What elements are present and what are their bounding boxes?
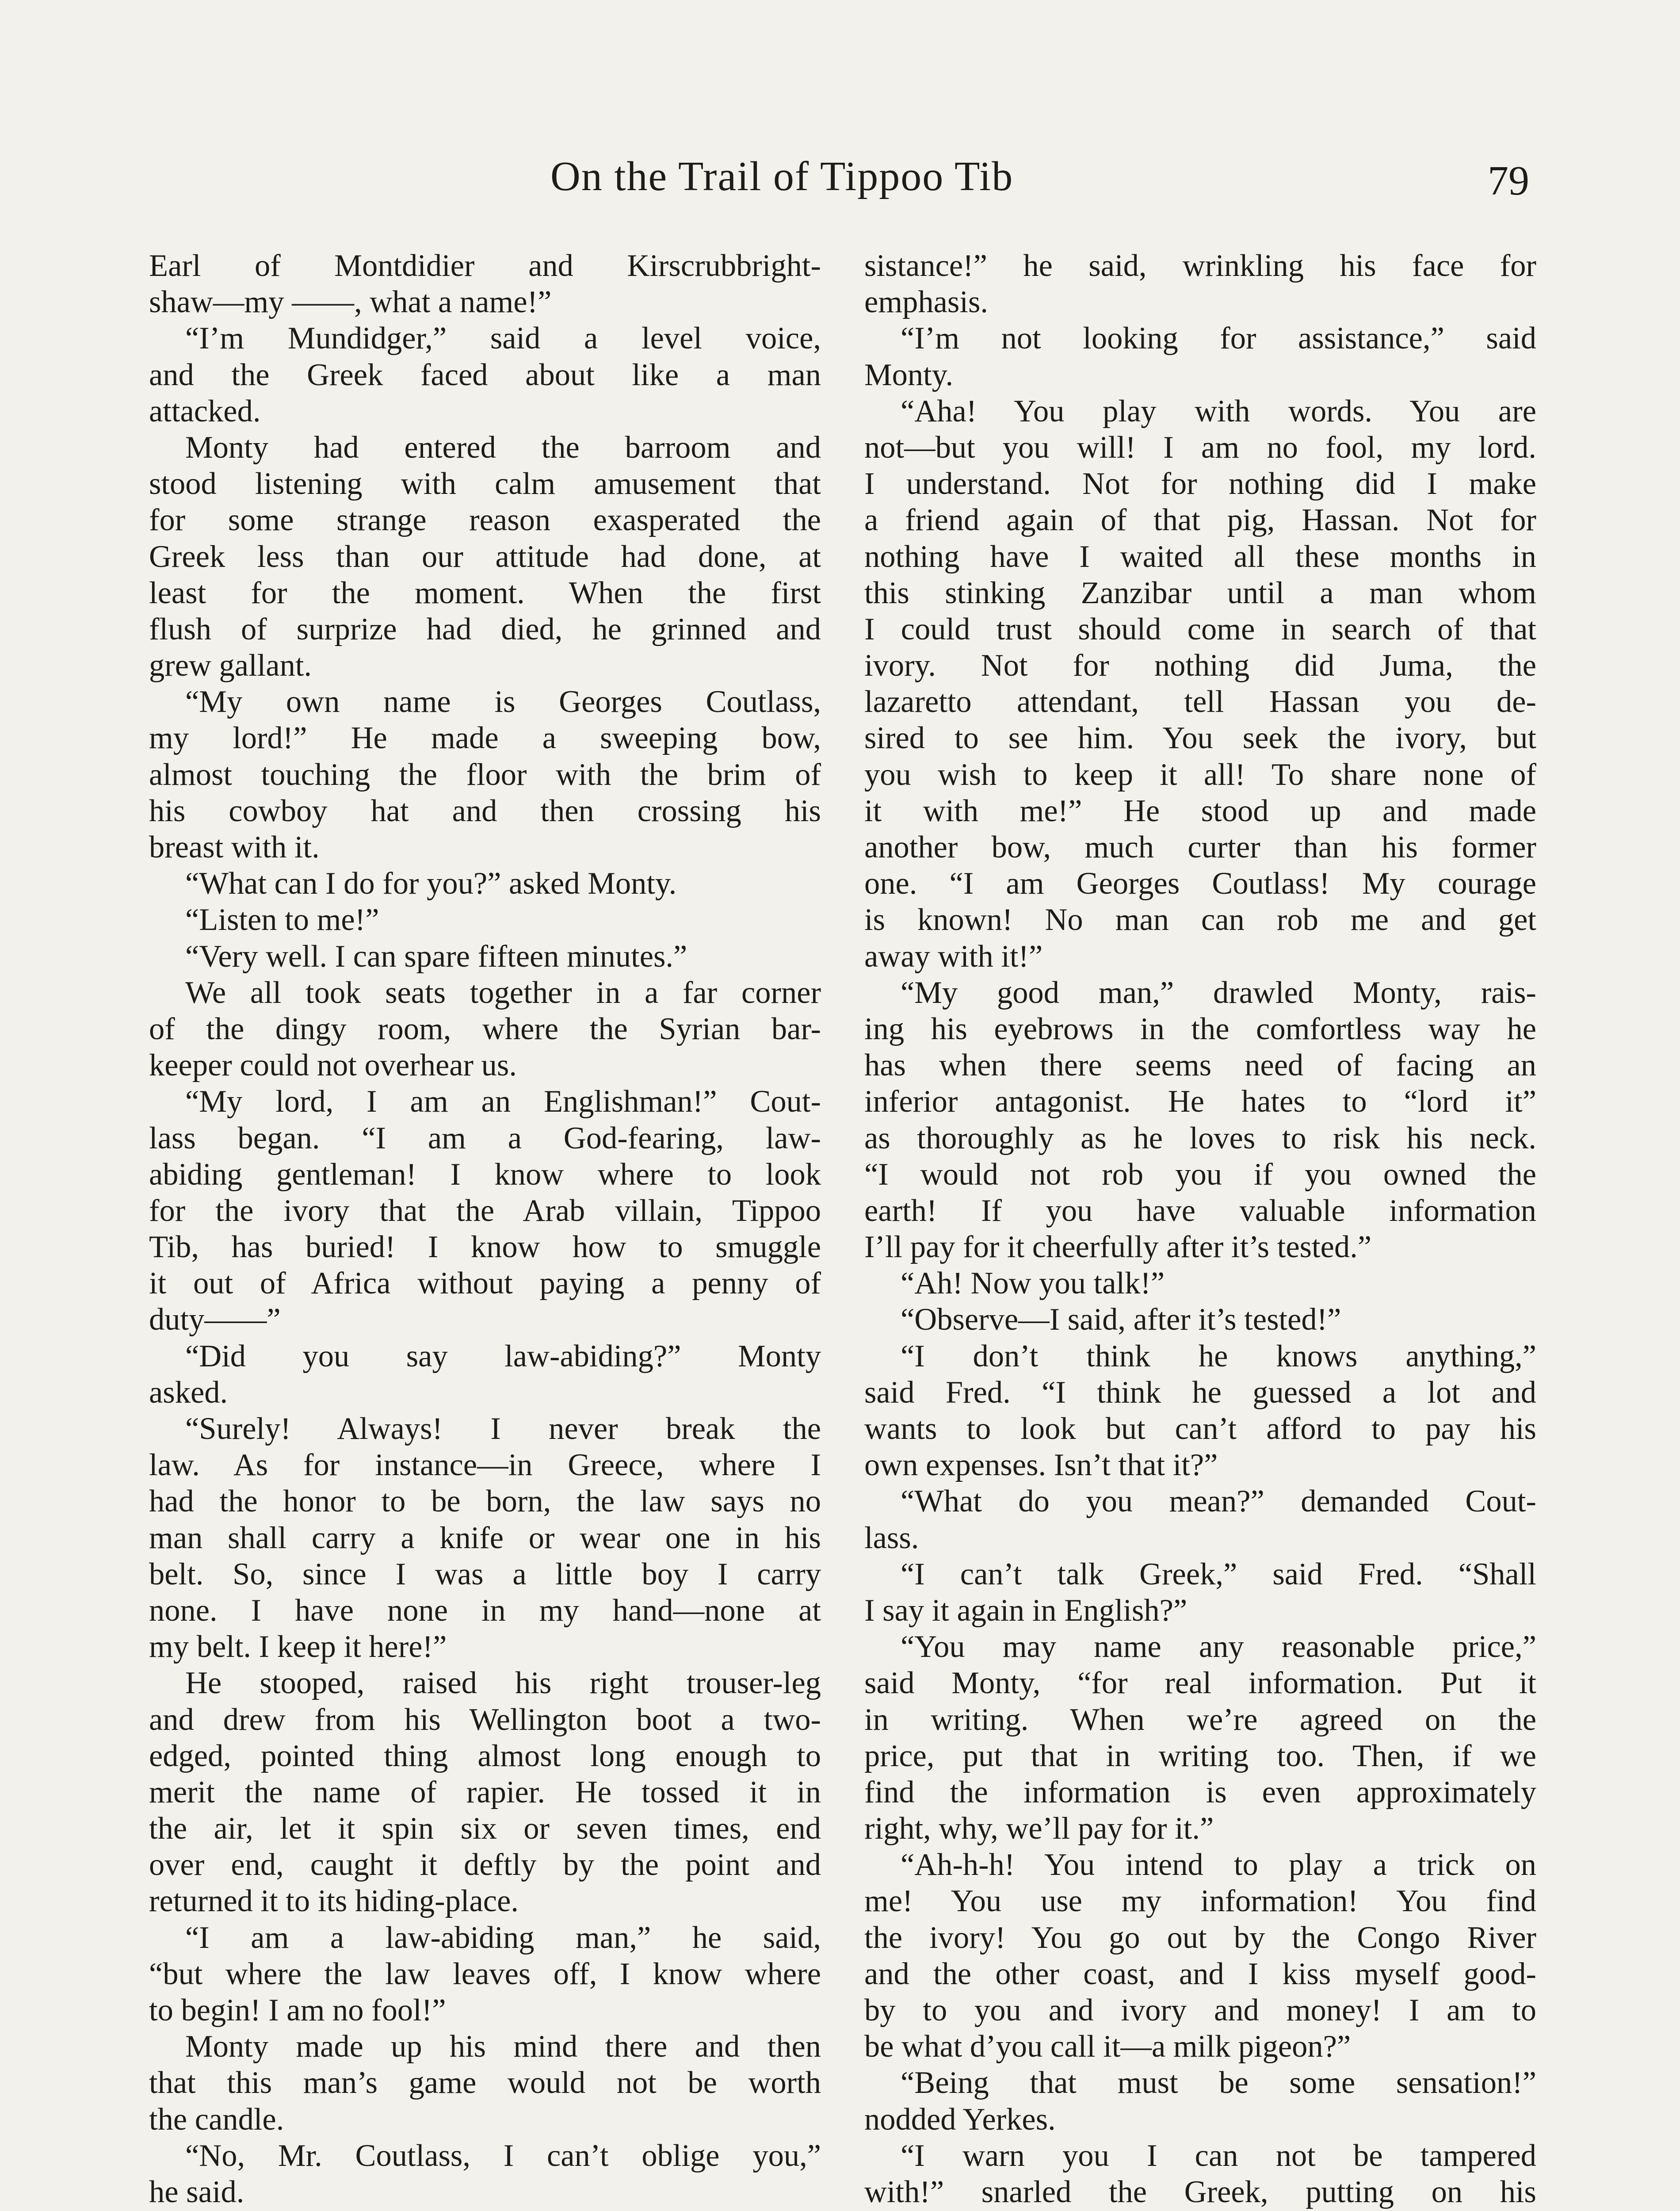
text-line: stood listening with calm amusement that <box>149 467 821 501</box>
text-line: lass. <box>864 1520 919 1555</box>
text-line: “Very well. I can spare fifteen minutes.” <box>185 939 687 974</box>
text-line: attacked. <box>149 394 261 428</box>
text-line: He stooped, raised his right trouser-leg <box>185 1666 821 1701</box>
text-line: has when there seems need of facing an <box>864 1048 1536 1083</box>
running-head: On the Trail of Tippoo Tib <box>550 153 1014 199</box>
text-line: not—but you will! I am no fool, my lord. <box>864 430 1536 465</box>
text-line: “My own name is Georges Coutlass, <box>185 685 821 719</box>
text-line: “I can’t talk Greek,” said Fred. “Shall <box>901 1557 1536 1591</box>
text-line: my lord!” He made a sweeping bow, <box>149 721 821 756</box>
text-line: his cowboy hat and then crossing his <box>149 793 821 828</box>
text-line: breast with it. <box>149 830 320 865</box>
text-line: my belt. I keep it here!” <box>149 1630 447 1664</box>
text-line: edged, pointed thing almost long enough to <box>149 1738 821 1773</box>
text-line: wants to look but can’t afford to pay his <box>864 1412 1536 1446</box>
text-line: “I’m not looking for assistance,” said <box>901 321 1536 356</box>
text-line: “My lord, I am an Englishman!” Cout- <box>185 1084 821 1119</box>
text-line: had the honor to be born, the law says no <box>149 1484 821 1519</box>
text-line: “Observe—I said, after it’s tested!” <box>901 1302 1341 1337</box>
text-line: this stinking Zanzibar until a man whom <box>864 575 1536 610</box>
text-line: “What can I do for you?” asked Monty. <box>185 866 677 901</box>
text-line: Monty. <box>864 357 954 392</box>
text-line: “Did you say law-abiding?” Monty <box>185 1339 821 1373</box>
text-line: “I don’t think he knows anything,” <box>901 1339 1536 1373</box>
text-line: the air, let it spin six or seven times, end <box>149 1811 821 1846</box>
text-line: merit the name of rapier. He tossed it in <box>149 1775 821 1809</box>
right-column <box>864 248 1536 2211</box>
text-line: duty——” <box>149 1302 281 1337</box>
text-line: “I warn you I can not be tampered <box>901 2138 1536 2173</box>
text-line: “Surely! Always! I never break the <box>185 1412 821 1446</box>
text-line: I say it again in English?” <box>864 1593 1187 1628</box>
text-line: returned it to its hiding-place. <box>149 1884 519 1919</box>
text-line: nothing have I waited all these months in <box>864 539 1536 574</box>
text-line: said Fred. “I think he guessed a lot and <box>864 1375 1536 1410</box>
text-line: “Aha! You play with words. You are <box>901 394 1536 428</box>
text-line: “Being that must be some sensation!” <box>901 2066 1536 2100</box>
text-line: the candle. <box>149 2102 284 2137</box>
text-line: “Listen to me!” <box>185 903 379 937</box>
text-line: of the dingy room, where the Syrian bar- <box>149 1011 821 1046</box>
text-line: and the Greek faced about like a man <box>149 357 821 392</box>
text-line: I’ll pay for it cheerfully after it’s tested.” <box>864 1230 1372 1265</box>
text-line: another bow, much curter than his former <box>864 830 1536 865</box>
text-line: lass began. “I am a God-fearing, law- <box>149 1121 821 1155</box>
text-line: be what d’you call it—a milk pigeon?” <box>864 2029 1351 2064</box>
text-line: law. As for instance—in Greece, where I <box>149 1448 821 1483</box>
text-line: is known! No man can rob me and get <box>864 903 1536 937</box>
text-line: Greek less than our attitude had done, at <box>149 539 821 574</box>
text-line: as thoroughly as he loves to risk his neck. <box>864 1121 1536 1155</box>
text-line: said Monty, “for real information. Put it <box>864 1666 1536 1701</box>
text-line: you wish to keep it all! To share none of <box>864 757 1536 792</box>
text-line: it with me!” He stood up and made <box>864 793 1536 828</box>
text-line: by to you and ivory and money! I am to <box>864 1993 1536 2027</box>
text-line: over end, caught it deftly by the point and <box>149 1848 821 1882</box>
text-line: it out of Africa without paying a penny of <box>149 1266 821 1301</box>
text-line: that this man’s game would not be worth <box>149 2066 821 2100</box>
text-line: one. “I am Georges Coutlass! My courage <box>864 866 1536 901</box>
text-line: for the ivory that the Arab villain, Tippoo <box>149 1193 821 1228</box>
text-line: least for the moment. When the first <box>149 575 821 610</box>
text-line: sistance!” he said, wrinkling his face for <box>864 249 1536 283</box>
text-line: “Ah-h-h! You intend to play a trick on <box>901 1848 1536 1882</box>
text-line: find the information is even approximately <box>864 1775 1536 1809</box>
text-line: keeper could not overhear us. <box>149 1048 517 1083</box>
text-line: with!” snarled the Greek, putting on his <box>864 2174 1536 2209</box>
text-line: lazaretto attendant, tell Hassan you de- <box>864 685 1536 719</box>
text-line: right, why, we’ll pay for it.” <box>864 1811 1214 1846</box>
text-line: abiding gentleman! I know where to look <box>149 1157 821 1192</box>
text-line: “but where the law leaves off, I know where <box>149 1956 821 1991</box>
text-line: Tib, has buried! I know how to smuggle <box>149 1230 821 1265</box>
left-column <box>149 248 821 2211</box>
text-line: “You may name any reasonable price,” <box>901 1630 1536 1664</box>
text-line: man shall carry a knife or wear one in his <box>149 1520 821 1555</box>
text-line: earth! If you have valuable information <box>864 1193 1536 1228</box>
text-line: to begin! I am no fool!” <box>149 1993 446 2027</box>
text-line: for some strange reason exasperated the <box>149 503 821 538</box>
text-line: price, put that in writing too. Then, if we <box>864 1738 1536 1773</box>
text-line: Monty made up his mind there and then <box>185 2029 821 2064</box>
text-line: and the other coast, and I kiss myself good- <box>864 1956 1536 1991</box>
text-line: me! You use my information! You find <box>864 1884 1536 1919</box>
text-line: I understand. Not for nothing did I make <box>864 467 1536 501</box>
text-line: emphasis. <box>864 285 989 320</box>
text-line: a friend again of that pig, Hassan. Not for <box>864 503 1536 538</box>
text-line: ivory. Not for nothing did Juma, the <box>864 648 1536 683</box>
text-line: asked. <box>149 1375 228 1410</box>
text-line: almost touching the floor with the brim of <box>149 757 821 792</box>
text-line: “I am a law-abiding man,” he said, <box>185 1920 821 1955</box>
text-line: “What do you mean?” demanded Cout- <box>901 1484 1536 1519</box>
text-line: “My good man,” drawled Monty, rais- <box>901 975 1536 1010</box>
text-line: in writing. When we’re agreed on the <box>864 1702 1536 1737</box>
text-line: belt. So, since I was a little boy I carry <box>149 1557 821 1591</box>
text-line: Monty had entered the barroom and <box>185 430 821 465</box>
text-line: I could trust should come in search of that <box>864 612 1536 646</box>
text-line: shaw—my ——, what a name!” <box>149 285 552 320</box>
text-line: and drew from his Wellington boot a two- <box>149 1702 821 1737</box>
text-line: away with it!” <box>864 939 1043 974</box>
text-line: the ivory! You go out by the Congo River <box>864 1920 1536 1955</box>
text-line: inferior antagonist. He hates to “lord it” <box>864 1084 1536 1119</box>
text-line: grew gallant. <box>149 648 312 683</box>
page-number: 79 <box>1488 158 1529 204</box>
text-line: own expenses. Isn’t that it?” <box>864 1448 1218 1483</box>
text-line: ing his eyebrows in the comfortless way he <box>864 1011 1536 1046</box>
text-line: nodded Yerkes. <box>864 2102 1056 2137</box>
text-line: “No, Mr. Coutlass, I can’t oblige you,” <box>185 2138 821 2173</box>
text-line: sired to see him. You seek the ivory, but <box>864 721 1536 756</box>
text-line: We all took seats together in a far corner <box>185 975 821 1010</box>
text-line: “I would not rob you if you owned the <box>864 1157 1536 1192</box>
text-line: “Ah! Now you talk!” <box>901 1266 1165 1301</box>
text-line: he said. <box>149 2174 244 2209</box>
text-line: Earl of Montdidier and Kirscrubbright- <box>149 249 821 283</box>
text-line: none. I have none in my hand—none at <box>149 1593 821 1628</box>
text-line: “I’m Mundidger,” said a level voice, <box>185 321 821 356</box>
text-line: flush of surprize had died, he grinned and <box>149 612 821 646</box>
